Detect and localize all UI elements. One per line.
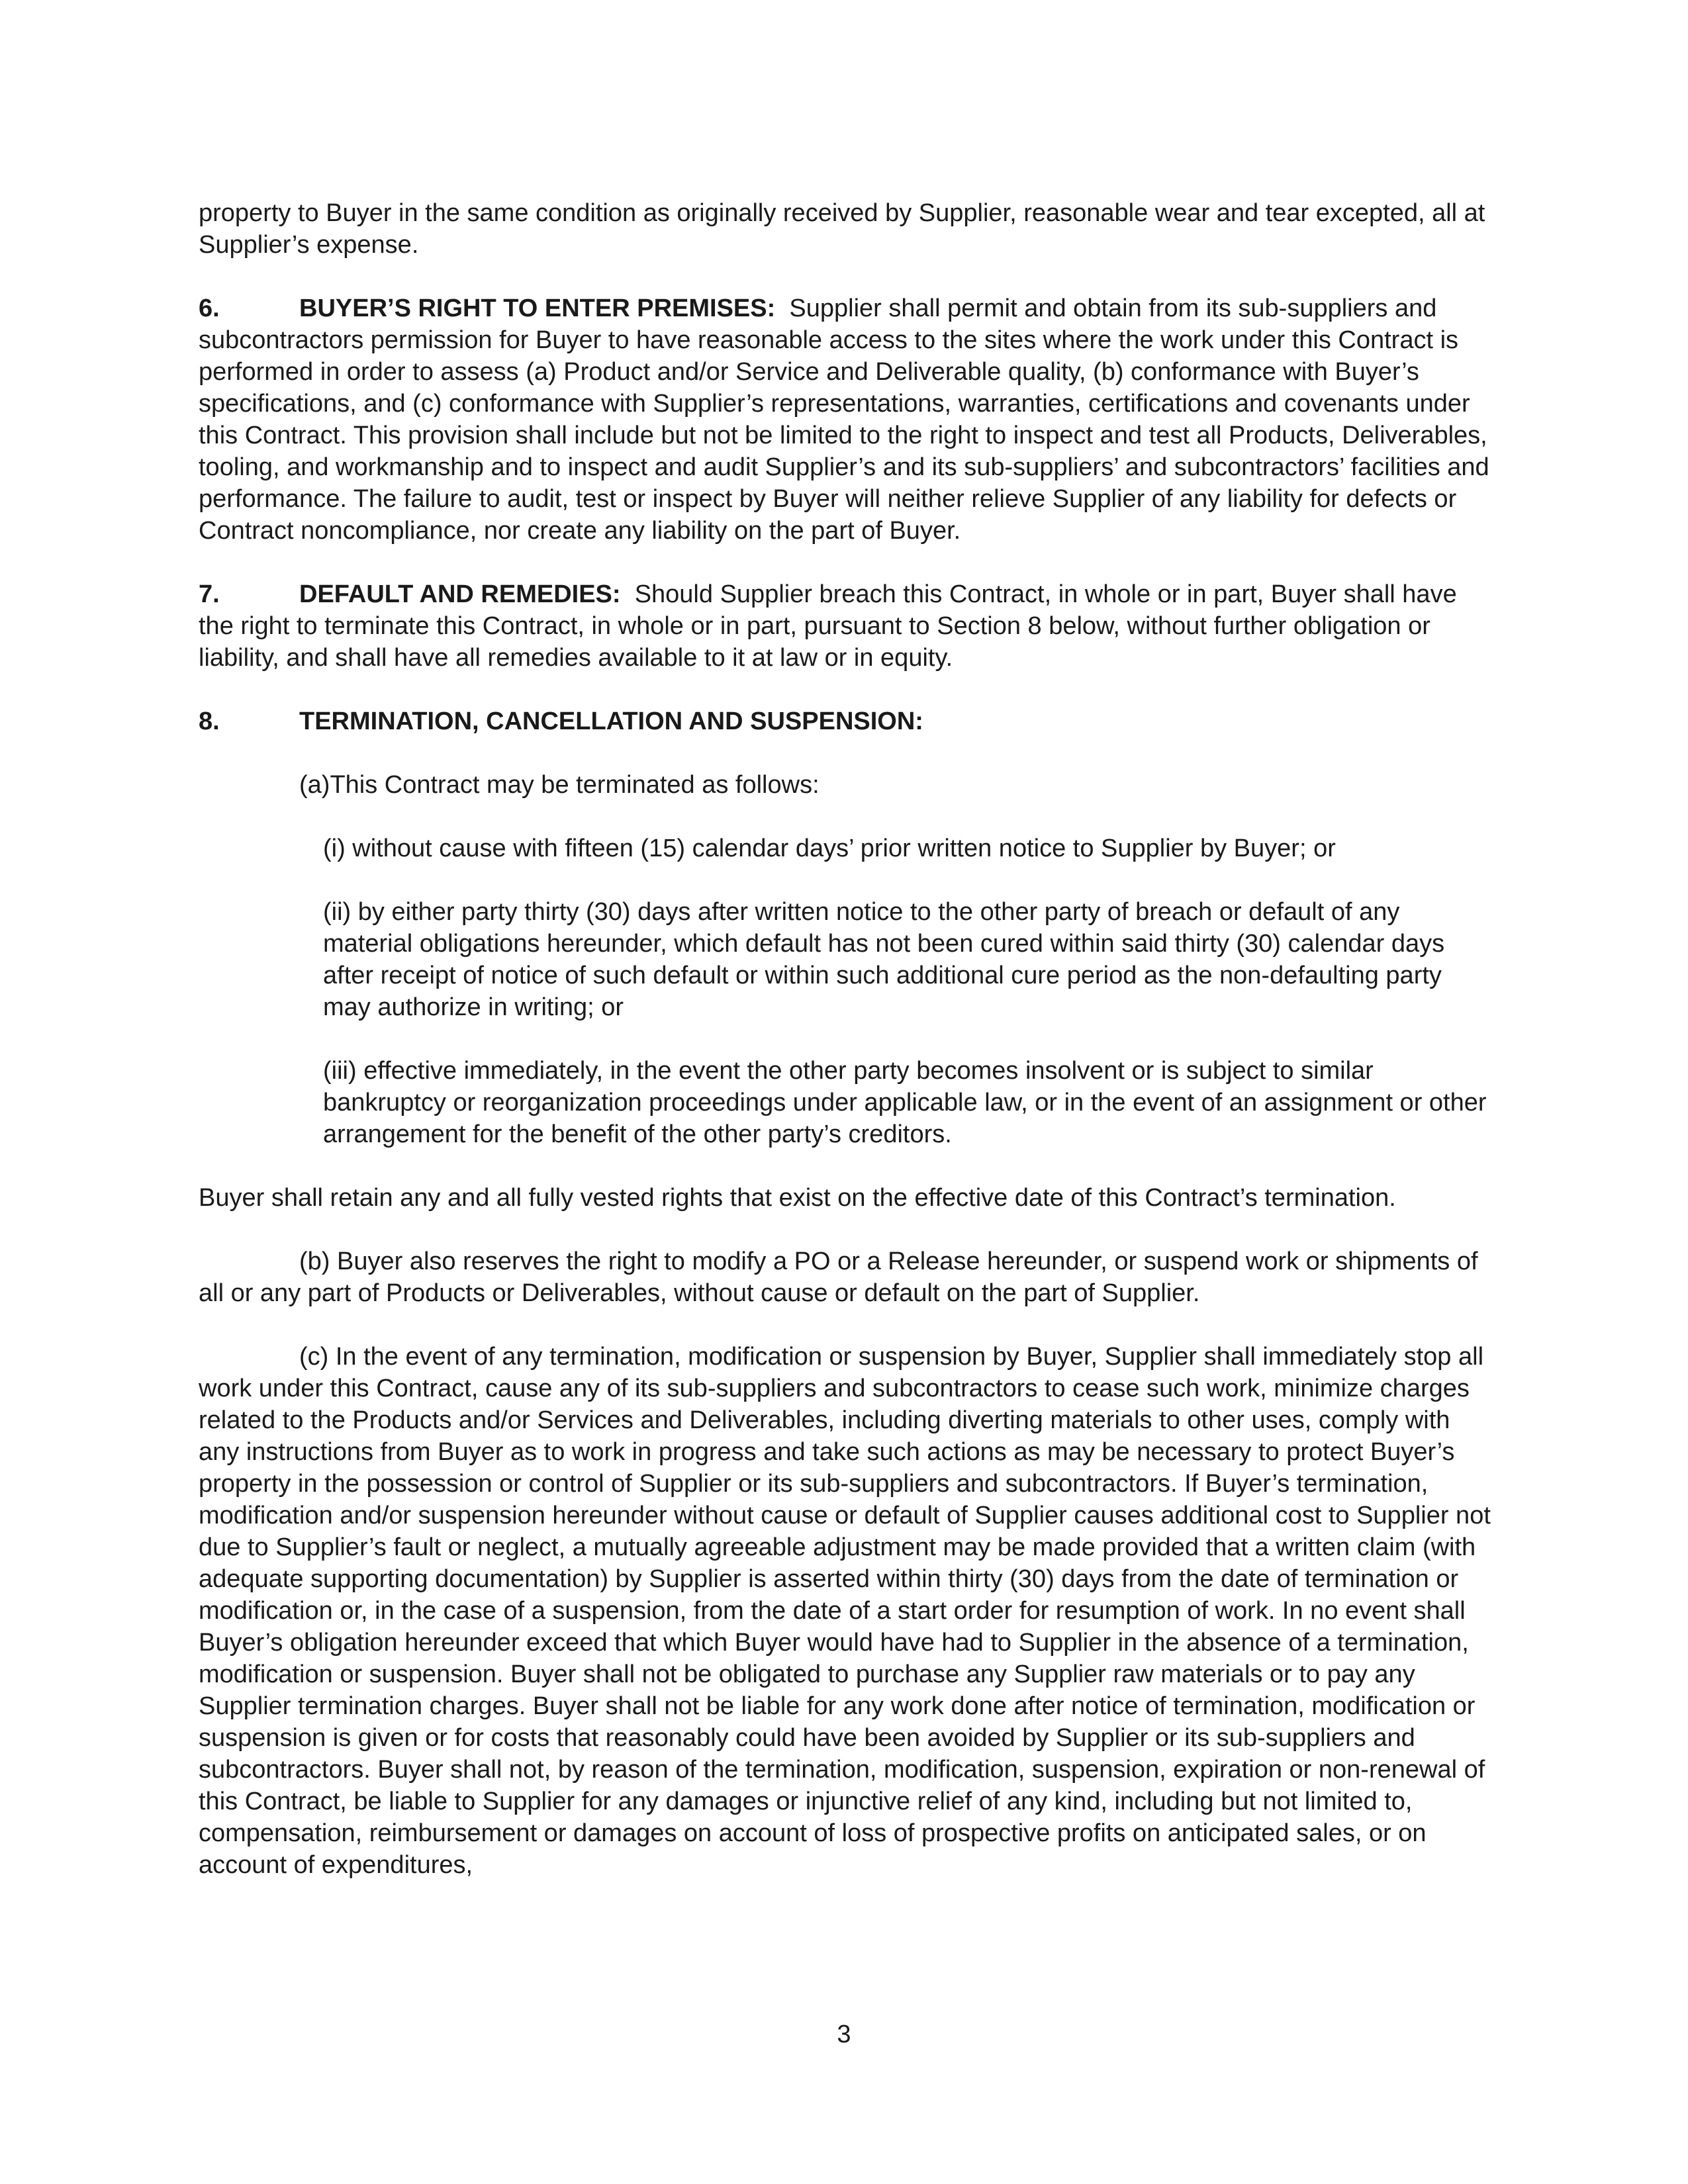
section-8a-item-i: (i) without cause with fifteen (15) calendar days’ prior written notice to Supplier by Buyer; or: [323, 835, 1336, 862]
section-7-heading: DEFAULT AND REMEDIES:: [299, 580, 621, 608]
section-8a-item-ii: (ii) by either party thirty (30) days after written notice to the other party of breach or default of any material obligations hereunder, which default has not been cured within said thirty (30) calendar days after receipt of notice of such default or within such additional cure period as the non-defaulting party may authorize in writing; or: [323, 898, 1445, 1021]
section-8b: (b) Buyer also reserves the right to modify a PO or a Release hereunder, or suspend work or shipments of all or any part of Products or Deliverables, without cause or default on the part of Supplier.: [199, 1248, 1478, 1307]
section-8-number: 8.: [199, 707, 220, 735]
section-7-body: Should Supplier breach this Contract, in whole or in part, Buyer shall have the right to terminate this Contract, in whole or in part, pursuant to Section 8 below, without further obligation or liability, and shall have all remedies available to it at law or in equity.: [199, 580, 1457, 672]
section-6-heading: BUYER’S RIGHT TO ENTER PREMISES:: [299, 295, 776, 322]
section-6-body: Supplier shall permit and obtain from its sub-suppliers and subcontractors permission for Buyer to have reasonable access to the sites where the work under this Contract is performed in order to assess (a) Product and/or Service and Deliverable quality, (b) conformance with Buyer’s specifications, and (c) conformance with Supplier’s representations, warranties, certifications and covenants under this Contract. This provision shall include but not be limited to the right to inspect and test all Products, Deliverables, tooling, and workmanship and to inspect and audit Supplier’s and its sub-suppliers’ and subcontractors’ facilities and performance. The failure to audit, test or inspect by Buyer will neither relieve Supplier of any liability for defects or Contract noncompliance, nor create any liability on the part of Buyer.: [199, 295, 1489, 545]
section-8-heading: TERMINATION, CANCELLATION AND SUSPENSION:: [299, 707, 923, 735]
document-page: [199, 197, 1496, 1881]
section-8-heading-line: [199, 705, 1496, 737]
page-number: 3: [837, 2021, 851, 2048]
section-8a-intro: (a)This Contract may be terminated as follows:: [299, 771, 820, 799]
section-6: [199, 293, 1496, 547]
section-7: [199, 578, 1496, 674]
section-7-number: 7.: [199, 580, 220, 608]
section-8-retain-rights: Buyer shall retain any and all fully vested rights that exist on the effective date of this Contract’s termination.: [199, 1184, 1396, 1212]
continuation-paragraph: property to Buyer in the same condition as originally received by Supplier, reasonable wear and tear excepted, all at Supplier’s expense.: [199, 199, 1485, 259]
section-8c: (c) In the event of any termination, modification or suspension by Buyer, Supplier shall immediately stop all work under this Contract, cause any of its sub-suppliers and subcontractors to cease such work, minimize charges related to the Products and/or Services and Deliverables, including diverting materials to other uses, comply with any instructions from Buyer as to work in progress and take such actions as may be necessary to protect Buyer’s property in the possession or control of Supplier or its sub-suppliers and subcontractors. If Buyer’s termination, modification and/or suspension hereunder without cause or default of Supplier causes additional cost to Supplier not due to Supplier’s fault or neglect, a mutually agreeable adjustment may be made provided that a written claim (with adequate supporting documentation) by Supplier is asserted within thirty (30) days from the date of termination or modification or, in the case of a suspension, from the date of a start order for resumption of work. In no event shall Buyer’s obligation hereunder exceed that which Buyer would have had to Supplier in the absence of a termination, modification or suspension. Buyer shall not be obligated to purchase any Supplier raw materials or to pay any Supplier termination charges. Buyer shall not be liable for any work done after notice of termination, modification or suspension is given or for costs that reasonably could have been avoided by Supplier or its sub-suppliers and subcontractors. Buyer shall not, by reason of the termination, modification, suspension, expiration or non-renewal of this Contract, be liable to Supplier for any damages or injunctive relief of any kind, including but not limited to, compensation, reimbursement or damages on account of loss of prospective profits on anticipated sales, or on account of expenditures,: [199, 1343, 1491, 1879]
section-6-number: 6.: [199, 295, 220, 322]
section-8a-item-iii: (iii) effective immediately, in the event the other party becomes insolvent or is subject to similar bankruptcy or reorganization proceedings under applicable law, or in the event of an assignment or other arrangement for the benefit of the other party’s creditors.: [323, 1057, 1487, 1148]
